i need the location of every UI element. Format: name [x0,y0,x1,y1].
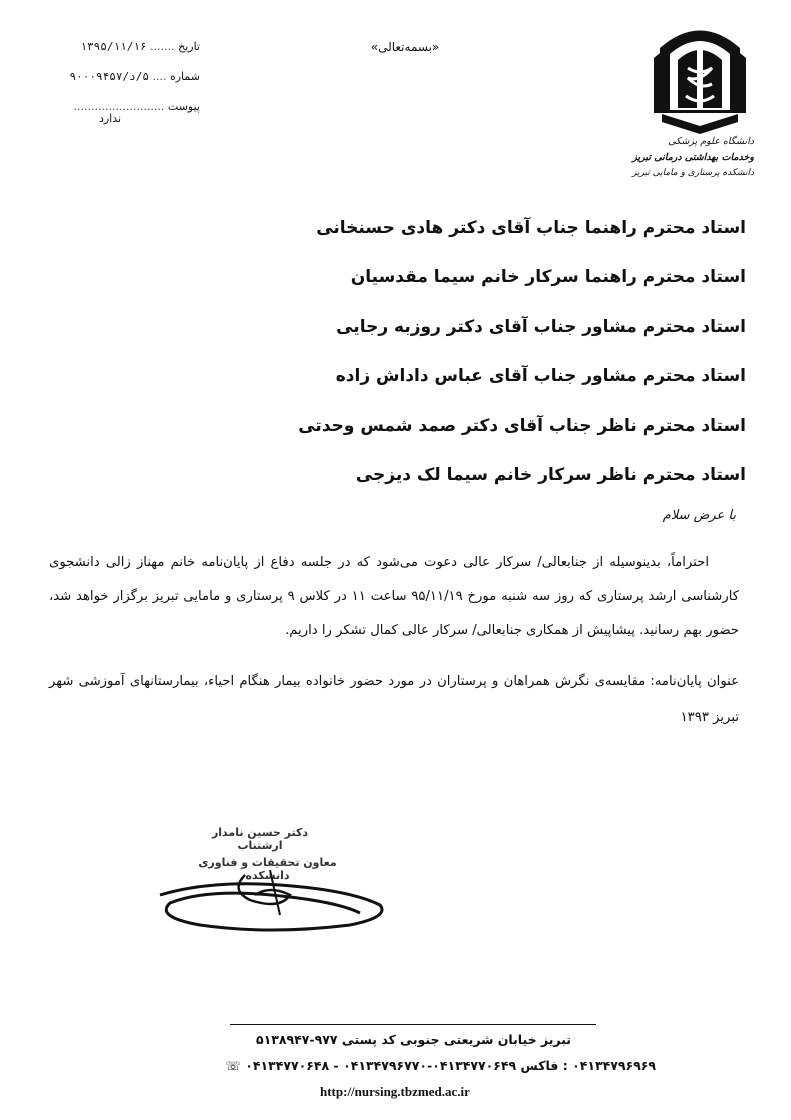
attachment-label: پیوست [167,100,200,113]
number-line: شماره .... ۵/د/۹۰۰۰۹۴۵۷ [69,70,200,83]
salutation: با عرض سلام [662,508,736,523]
footer-divider [230,1024,596,1025]
recipient-line: استاد محترم ناظر جناب آقای دکتر صمد شمس وحدتی [298,416,746,436]
attachment-value: ندارد [98,112,122,125]
recipient-line: استاد محترم مشاور جناب آقای عباس داداش زاده [335,366,746,386]
date-line: تاریخ ....... ۱۳۹۵/۱۱/۱۶ [80,40,200,53]
body-paragraph: احتراماً، بدینوسیله از جنابعالی/ سرکار عالی دعوت می‌شود که در جلسه دفاع از پایان‌نامه خانم مهناز زالی دانشجوی کارشناسی ارشد پرستاری که روز سه شنبه مورخ ۹۵/۱۱/۱۹ ساعت ۱۱ در کلاس ۹ پرستاری و مامایی تبریز برگزار خواهد شد، حضور بهم رسانید. پیشاپیش از همکاری جنابعالی/ سرکار عالی کمال تشکر را داریم. [49,555,739,638]
logo-text-line3: دانشکده پرستاری و مامایی تبریز [632,168,754,178]
handwritten-signature [150,855,400,945]
date-label: تاریخ [178,40,200,53]
footer-phones: ۰۴۱۳۴۷۹۶۹۶۹ : فاکس ۰۴۱۳۴۷۷۰۶۴۹-۰۴۱۳۴۷۹۶۷۷۰ - ۰۴۱۳۴۷۷۰۶۴۸ ☏ [225,1058,656,1073]
recipient-line: استاد محترم ناظر سرکار خانم سیما لک دیزجی [355,465,746,485]
signatory-title: معاون تحقیقات و فناوری دانشکده [198,856,337,882]
recipient-line: استاد محترم راهنما جناب آقای دکتر هادی حسنخانی [316,218,746,238]
recipient-line: استاد محترم راهنما سرکار خانم سیما مقدسیان [350,267,746,287]
number-value: ۵/د/۹۰۰۰۹۴۵۷ [69,70,149,83]
number-label: شماره [169,70,200,83]
logo-text-line1: دانشگاه علوم پزشکی [668,136,754,147]
university-logo [632,18,760,198]
recipient-line: استاد محترم مشاور جناب آقای دکتر روزبه رجایی [336,317,746,337]
bismillah-heading: «بسمه‌تعالی» [370,40,440,54]
footer-website-link[interactable]: http://nursing.tbzmed.ac.ir [320,1084,470,1099]
attachment-line: پیوست .......................... [73,100,200,113]
signatory-name: دکتر حسین نامدار ارشتناب [211,826,309,852]
date-value: ۱۳۹۵/۱۱/۱۶ [80,40,147,53]
footer-address: تبریز خیابان شریعتی جنوبی کد پستی ۹۷۷-۵۱۳۸۹۴۷ [255,1032,571,1047]
logo-text-line2: وخدمات بهداشتی درمانی تبریز [632,152,754,163]
thesis-subject: عنوان پایان‌نامه: مقایسه‌ی نگرش همراهان و پرستاران در مورد حضور خانواده بیمار هنگام احیاء، بیمارستانهای آموزشی شهر تبریز ۱۳۹۳ [49,674,739,725]
